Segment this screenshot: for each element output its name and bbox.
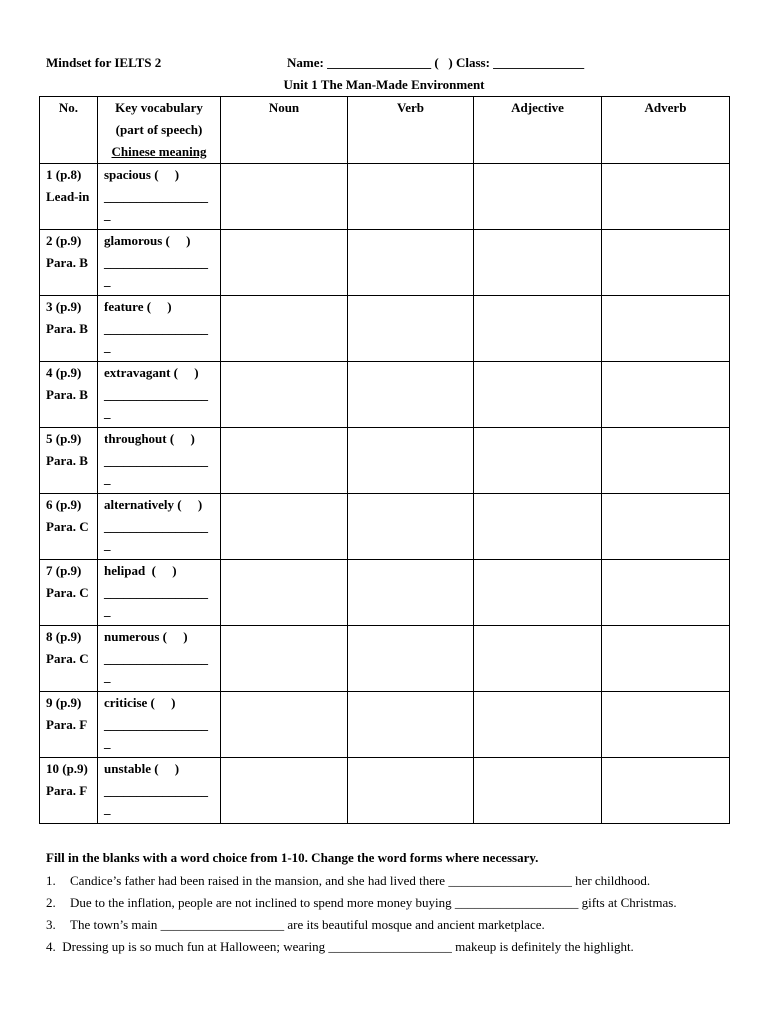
row-number: 8 (p.9) xyxy=(46,629,82,644)
exercise-instruction: Fill in the blanks with a word choice from 1-10. Change the word forms where necessary. xyxy=(46,850,539,865)
row-number: 5 (p.9) xyxy=(46,431,82,446)
row-number-cell xyxy=(40,428,98,494)
table-row xyxy=(40,362,730,428)
verb-label: Verb xyxy=(397,100,424,115)
noun-cell[interactable] xyxy=(221,230,348,296)
table-row xyxy=(40,230,730,296)
col-header-adverb xyxy=(602,97,730,164)
row-number: 1 (p.8) xyxy=(46,167,82,182)
col-no-label: No. xyxy=(58,100,79,115)
vocab-word: helipad ( ) xyxy=(104,563,177,578)
adverb-cell[interactable] xyxy=(602,494,730,560)
adjective-cell[interactable] xyxy=(474,626,602,692)
meaning-blank-tail: _ xyxy=(104,603,111,618)
vocab-cell[interactable] xyxy=(98,494,221,560)
verb-cell[interactable] xyxy=(348,230,474,296)
row-number-cell xyxy=(40,362,98,428)
question-number: 1. xyxy=(46,873,56,888)
exercise-question xyxy=(46,873,650,889)
row-location: Para. B xyxy=(46,321,88,336)
vocab-word: alternatively ( ) xyxy=(104,497,203,512)
noun-label: Noun xyxy=(268,100,300,115)
col-header-verb xyxy=(348,97,474,164)
vocab-word: spacious ( ) xyxy=(104,167,180,182)
row-number: 6 (p.9) xyxy=(46,497,82,512)
col-header-no xyxy=(40,97,98,164)
meaning-blank-tail: _ xyxy=(104,339,111,354)
meaning-blank-tail: _ xyxy=(104,471,111,486)
adjective-cell[interactable] xyxy=(474,560,602,626)
unit-title: Unit 1 The Man-Made Environment xyxy=(283,77,485,92)
meaning-blank-tail: _ xyxy=(104,207,111,222)
chinese-meaning-label: Chinese meaning xyxy=(111,144,207,159)
question-number: 4. xyxy=(46,939,56,954)
vocab-cell[interactable] xyxy=(98,560,221,626)
row-location: Para. B xyxy=(46,387,88,402)
adverb-label: Adverb xyxy=(644,100,687,115)
adverb-cell[interactable] xyxy=(602,362,730,428)
table-row xyxy=(40,626,730,692)
key-vocab-label: Key vocabulary xyxy=(115,100,203,115)
adjective-cell[interactable] xyxy=(474,164,602,230)
row-number-cell xyxy=(40,296,98,362)
vocab-word: throughout ( ) xyxy=(104,431,195,446)
question-number: 3. xyxy=(46,917,56,932)
meaning-blank[interactable]: ________________ xyxy=(104,189,208,204)
row-number-cell xyxy=(40,692,98,758)
name-class-field[interactable]: Name: ________________ ( ) Class: ______________ xyxy=(287,55,585,70)
adjective-label: Adjective xyxy=(511,100,564,115)
meaning-blank-tail: _ xyxy=(104,537,111,552)
row-number-cell xyxy=(40,230,98,296)
question-number: 2. xyxy=(46,895,56,910)
adverb-cell[interactable] xyxy=(602,560,730,626)
vocab-word: unstable ( ) xyxy=(104,761,180,776)
adverb-cell[interactable] xyxy=(602,230,730,296)
adjective-cell[interactable] xyxy=(474,362,602,428)
row-location: Para. B xyxy=(46,255,88,270)
noun-cell[interactable] xyxy=(221,362,348,428)
exercise-question xyxy=(46,895,677,911)
noun-cell[interactable] xyxy=(221,692,348,758)
meaning-blank-tail: _ xyxy=(104,405,111,420)
table-row xyxy=(40,428,730,494)
row-number-cell xyxy=(40,626,98,692)
row-location: Para. C xyxy=(46,519,89,534)
adverb-cell[interactable] xyxy=(602,296,730,362)
row-number: 9 (p.9) xyxy=(46,695,82,710)
adverb-cell[interactable] xyxy=(602,626,730,692)
table-row xyxy=(40,692,730,758)
exercise-question xyxy=(46,917,545,933)
row-number: 7 (p.9) xyxy=(46,563,82,578)
vocab-cell[interactable] xyxy=(98,230,221,296)
verb-cell[interactable] xyxy=(348,164,474,230)
adjective-cell[interactable] xyxy=(474,230,602,296)
meaning-blank[interactable]: ________________ xyxy=(104,321,208,336)
vocab-cell[interactable] xyxy=(98,164,221,230)
adjective-cell[interactable] xyxy=(474,296,602,362)
vocab-cell[interactable] xyxy=(98,692,221,758)
col-header-adjective xyxy=(474,97,602,164)
meaning-blank[interactable]: ________________ xyxy=(104,453,208,468)
verb-cell[interactable] xyxy=(348,758,474,824)
row-number-cell xyxy=(40,560,98,626)
table-row xyxy=(40,296,730,362)
adverb-cell[interactable] xyxy=(602,758,730,824)
meaning-blank-tail: _ xyxy=(104,273,111,288)
table-header-row xyxy=(40,97,730,164)
verb-cell[interactable] xyxy=(348,626,474,692)
verb-cell[interactable] xyxy=(348,428,474,494)
verb-cell[interactable] xyxy=(348,692,474,758)
table-row xyxy=(40,164,730,230)
exercise-question xyxy=(46,939,634,955)
question-text[interactable]: The town’s main ___________________ are its beautiful mosque and ancient marketplace. xyxy=(70,917,545,932)
adjective-cell[interactable] xyxy=(474,692,602,758)
vocab-word: criticise ( ) xyxy=(104,695,176,710)
question-text[interactable]: Candice’s father had been raised in the mansion, and she had lived there ___________________ her childhood. xyxy=(70,873,651,888)
row-location: Para. C xyxy=(46,585,89,600)
part-of-speech-label: (part of speech) xyxy=(115,122,203,137)
table-row xyxy=(40,494,730,560)
noun-cell[interactable] xyxy=(221,428,348,494)
noun-cell[interactable] xyxy=(221,296,348,362)
meaning-blank[interactable]: ________________ xyxy=(104,783,208,798)
vocab-cell[interactable] xyxy=(98,428,221,494)
question-text[interactable]: Dressing up is so much fun at Halloween; wearing ___________________ makeup is definitely the highlight. xyxy=(62,939,634,954)
verb-cell[interactable] xyxy=(348,296,474,362)
meaning-blank-tail: _ xyxy=(104,801,111,816)
meaning-blank-tail: _ xyxy=(104,735,111,750)
course-title: Mindset for IELTS 2 xyxy=(46,55,162,70)
meaning-blank[interactable]: ________________ xyxy=(104,255,208,270)
noun-cell[interactable] xyxy=(221,494,348,560)
meaning-blank[interactable]: ________________ xyxy=(104,387,208,402)
adverb-cell[interactable] xyxy=(602,428,730,494)
meaning-blank[interactable]: ________________ xyxy=(104,651,208,666)
col-header-key-vocabulary xyxy=(98,97,221,164)
row-location: Lead-in xyxy=(46,189,90,204)
row-number: 2 (p.9) xyxy=(46,233,82,248)
verb-cell[interactable] xyxy=(348,362,474,428)
meaning-blank[interactable]: ________________ xyxy=(104,519,208,534)
noun-cell[interactable] xyxy=(221,164,348,230)
verb-cell[interactable] xyxy=(348,560,474,626)
row-location: Para. B xyxy=(46,453,88,468)
meaning-blank-tail: _ xyxy=(104,669,111,684)
noun-cell[interactable] xyxy=(221,758,348,824)
row-number: 4 (p.9) xyxy=(46,365,82,380)
vocabulary-table xyxy=(39,96,730,824)
row-number: 10 (p.9) xyxy=(46,761,88,776)
vocab-cell[interactable] xyxy=(98,296,221,362)
noun-cell[interactable] xyxy=(221,560,348,626)
adjective-cell[interactable] xyxy=(474,758,602,824)
row-number: 3 (p.9) xyxy=(46,299,82,314)
row-location: Para. F xyxy=(46,783,88,798)
vocab-word: glamorous ( ) xyxy=(104,233,191,248)
meaning-blank[interactable]: ________________ xyxy=(104,585,208,600)
vocab-word: feature ( ) xyxy=(104,299,172,314)
table-row xyxy=(40,560,730,626)
row-number-cell xyxy=(40,494,98,560)
col-header-noun xyxy=(221,97,348,164)
vocab-cell[interactable] xyxy=(98,626,221,692)
row-number-cell xyxy=(40,164,98,230)
adjective-cell[interactable] xyxy=(474,494,602,560)
verb-cell[interactable] xyxy=(348,494,474,560)
noun-cell[interactable] xyxy=(221,626,348,692)
adjective-cell[interactable] xyxy=(474,428,602,494)
vocab-cell[interactable] xyxy=(98,758,221,824)
table-row xyxy=(40,758,730,824)
vocab-cell[interactable] xyxy=(98,362,221,428)
vocab-word: extravagant ( ) xyxy=(104,365,199,380)
question-text[interactable]: Due to the inflation, people are not inclined to spend more money buying ___________________ gifts at Christmas. xyxy=(70,895,677,910)
row-number-cell xyxy=(40,758,98,824)
meaning-blank[interactable]: ________________ xyxy=(104,717,208,732)
row-location: Para. F xyxy=(46,717,88,732)
vocab-word: numerous ( ) xyxy=(104,629,188,644)
row-location: Para. C xyxy=(46,651,89,666)
adverb-cell[interactable] xyxy=(602,692,730,758)
adverb-cell[interactable] xyxy=(602,164,730,230)
